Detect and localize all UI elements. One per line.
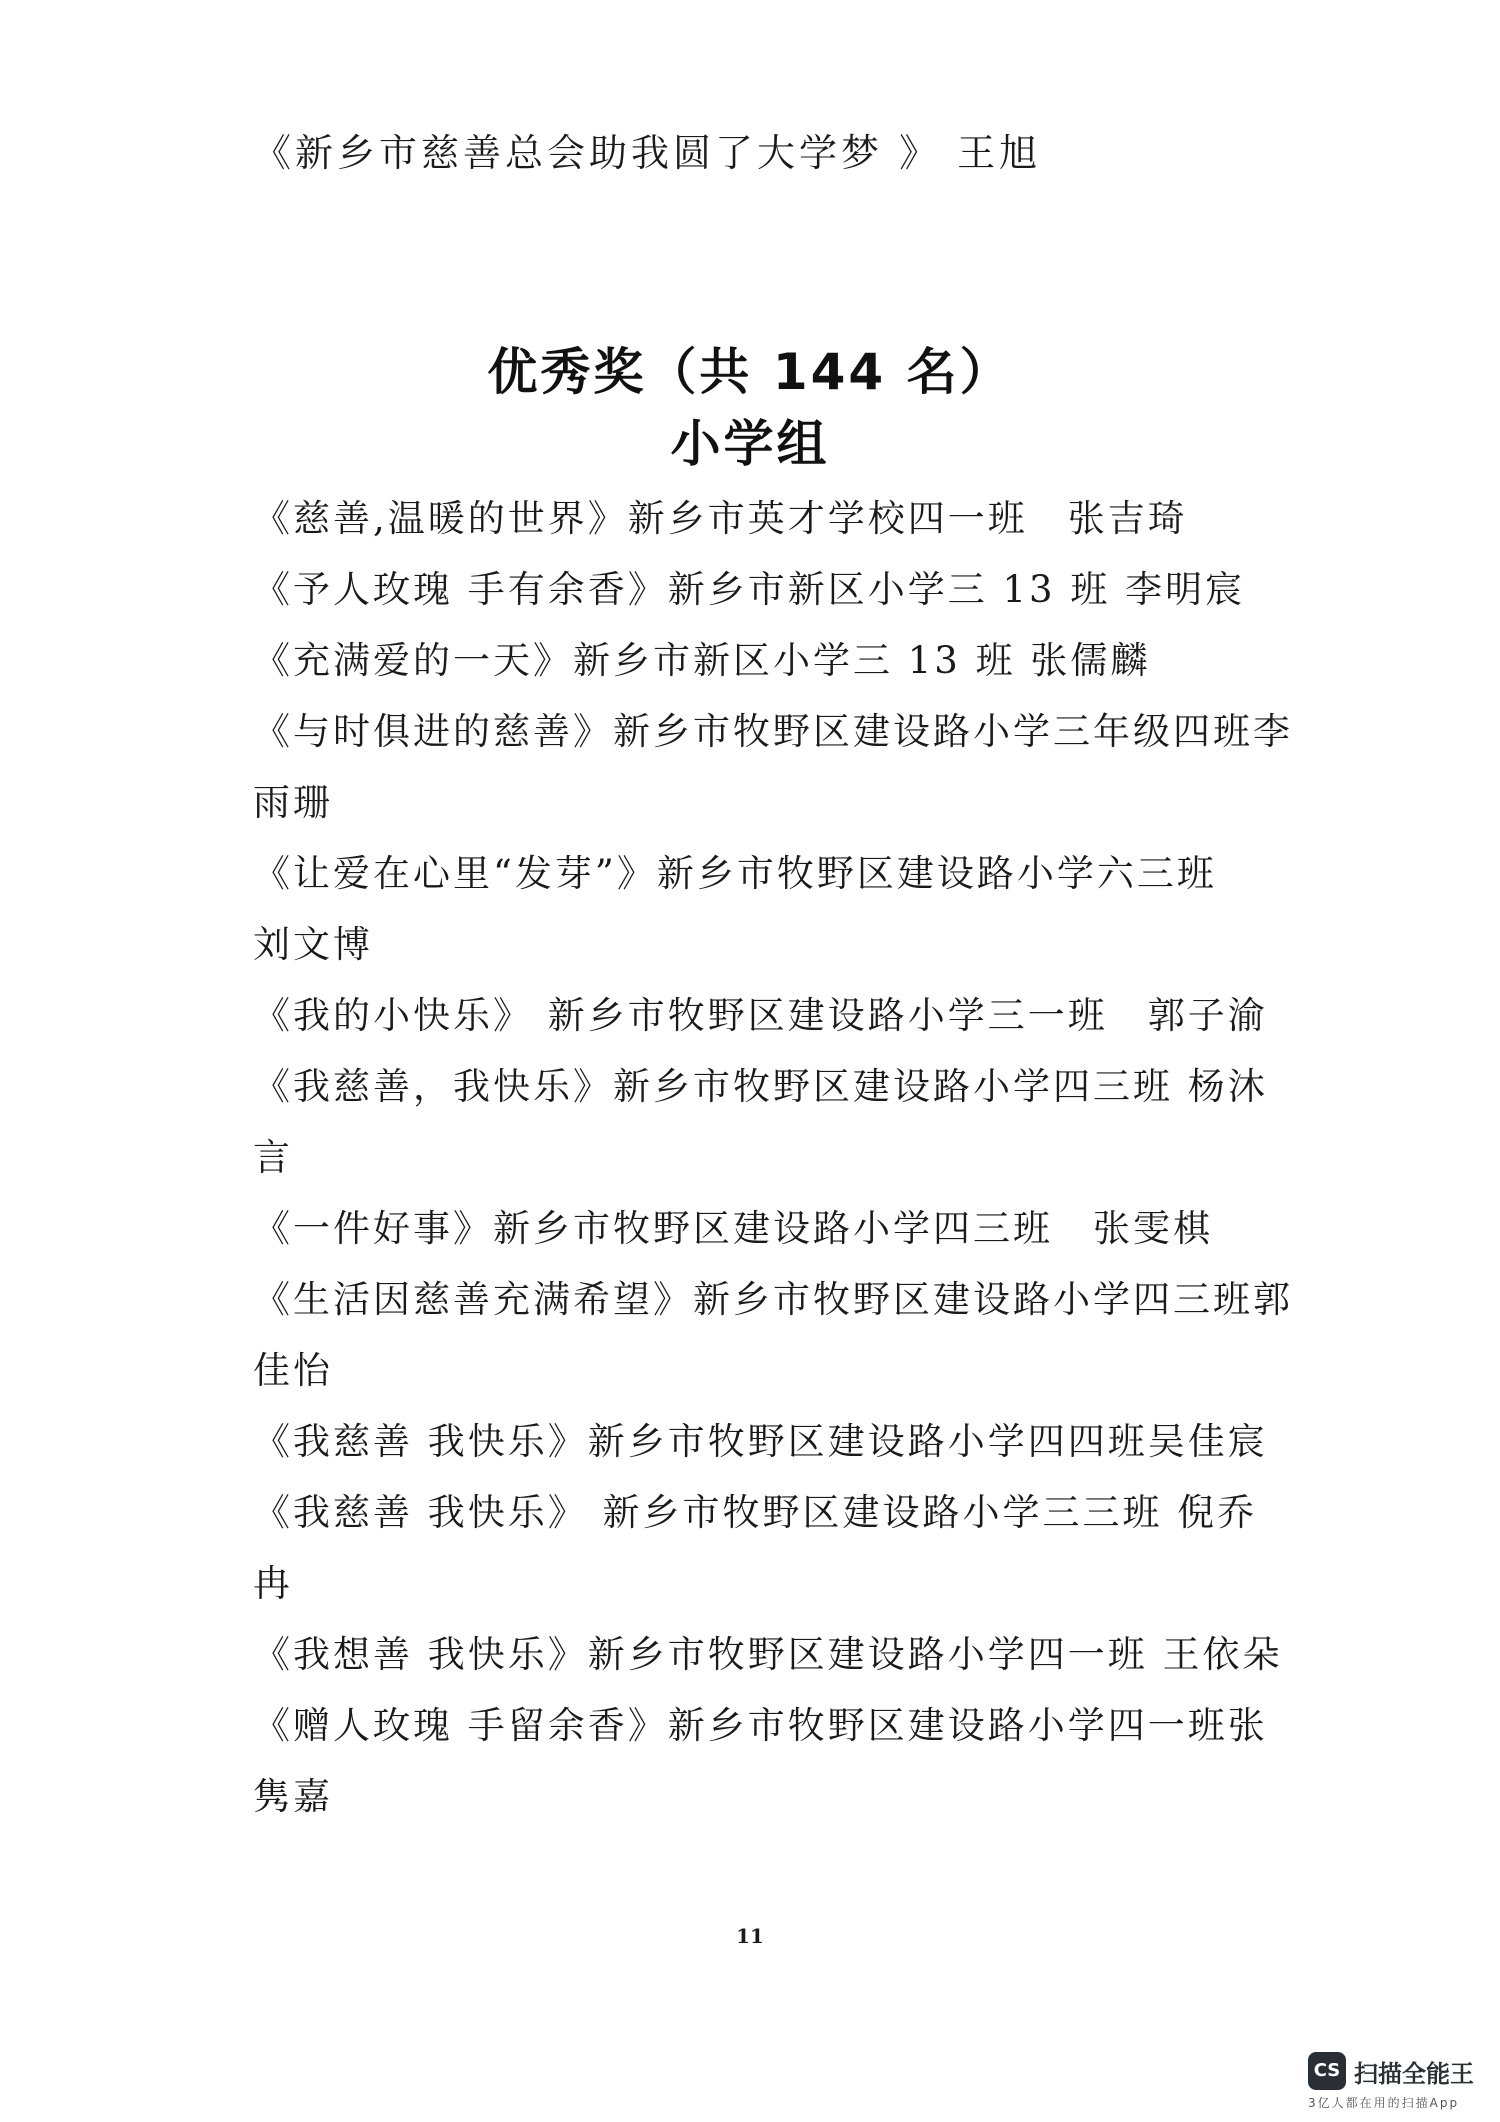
list-item: 《慈善,温暖的世界》新乡市英才学校四一班 张吉琦: [253, 497, 1188, 540]
award-heading: 优秀奖（共 144 名）: [487, 343, 1013, 401]
watermark-tagline: 3亿人都在用的扫描App: [1308, 2096, 1460, 2110]
list-item: 《我慈善 我快乐》 新乡市牧野区建设路小学三三班 倪乔冉: [253, 1491, 1258, 1605]
list-item: 《让爱在心里“发芽”》新乡市牧野区建设路小学六三班 刘文博: [253, 852, 1257, 966]
list-item: 《我慈善，我快乐》新乡市牧野区建设路小学四三班 杨沐言: [253, 1065, 1268, 1179]
watermark-app-name: 扫描全能王: [1354, 2060, 1474, 2088]
entry-list: [253, 483, 1295, 1832]
previous-entry: 《新乡市慈善总会助我圆了大学梦 》 王旭: [253, 131, 1042, 175]
list-item: 《我想善 我快乐》新乡市牧野区建设路小学四一班 王依朵: [253, 1633, 1283, 1676]
group-heading: 小学组: [670, 415, 830, 473]
list-item: 《充满爱的一天》新乡市新区小学三 13 班 张儒麟: [253, 639, 1151, 682]
list-item: 《一件好事》新乡市牧野区建设路小学四三班 张雯棋: [253, 1207, 1213, 1250]
list-item: 《我的小快乐》 新乡市牧野区建设路小学三一班 郭子渝: [253, 994, 1268, 1037]
list-item: 《我慈善 我快乐》新乡市牧野区建设路小学四四班吴佳宸: [253, 1420, 1268, 1463]
camscanner-logo-icon: CS: [1308, 2052, 1346, 2090]
list-item: 《予人玫瑰 手有余香》新乡市新区小学三 13 班 李明宸: [253, 568, 1246, 611]
list-item: 《生活因慈善充满希望》新乡市牧野区建设路小学四三班郭佳怡: [253, 1278, 1293, 1392]
scanner-watermark: [1308, 2052, 1488, 2112]
list-item: 《赠人玫瑰 手留余香》新乡市牧野区建设路小学四一班张隽嘉: [253, 1704, 1268, 1818]
page-number: 11: [736, 1924, 764, 1948]
list-item: 《与时俱进的慈善》新乡市牧野区建设路小学三年级四班李雨珊: [253, 710, 1293, 824]
